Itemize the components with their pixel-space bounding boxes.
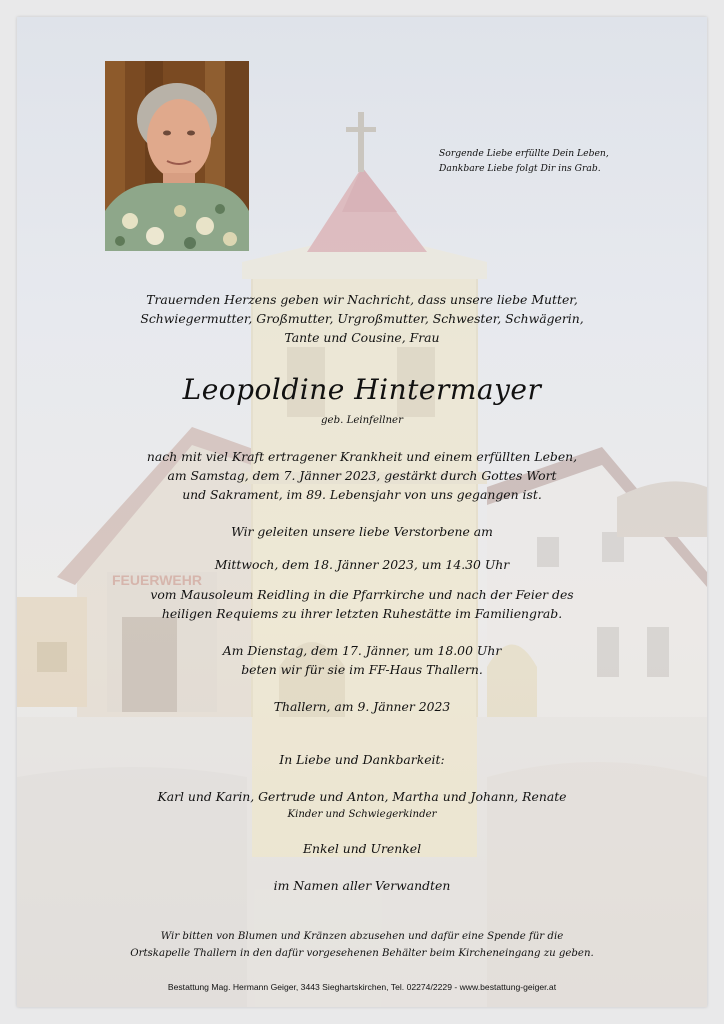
portrait-photo bbox=[105, 61, 249, 251]
quote bbox=[439, 146, 609, 176]
mourners-children-label: Kinder und Schwiegerkinder bbox=[287, 809, 437, 820]
mourners-children: Karl und Karin, Gertrude und Anton, Martha und Johann, Renate bbox=[157, 789, 567, 804]
intro-line: Trauernden Herzens geben wir Nachricht, dass unsere liebe Mutter, bbox=[146, 292, 578, 307]
footer-funeral-home: Bestattung Mag. Hermann Geiger, 3443 Sieghartskirchen, Tel. 02274/2229 - www.bestattung-geiger.at bbox=[167, 982, 557, 992]
place-date: Thallern, am 9. Jänner 2023 bbox=[273, 699, 451, 714]
intro-line: Tante und Cousine, Frau bbox=[284, 330, 440, 345]
funeral-line: vom Mausoleum Reidling in die Pfarrkirche und nach der Feier des bbox=[150, 587, 574, 602]
passing-line: nach mit viel Kraft ertragener Krankheit und einem erfüllten Leben, bbox=[146, 449, 578, 464]
donation-line: Ortskapelle Thallern in den dafür vorgesehenen Behälter beim Kircheneingang zu geben. bbox=[130, 948, 594, 959]
prayer-line: beten wir für sie im FF-Haus Thallern. bbox=[241, 662, 483, 677]
mourners-heading: In Liebe und Dankbarkeit: bbox=[279, 752, 445, 767]
funeral-date: Mittwoch, dem 18. Jänner 2023, um 14.30 Uhr bbox=[214, 557, 510, 572]
deceased-name: Leopoldine Hintermayer bbox=[182, 373, 542, 406]
birth-name: geb. Leinfellner bbox=[321, 415, 403, 426]
parte-page bbox=[17, 17, 707, 1007]
funeral-line: Wir geleiten unsere liebe Verstorbene am bbox=[231, 524, 493, 539]
quote-line: Sorgende Liebe erfüllte Dein Leben, bbox=[439, 148, 609, 159]
passing-line: am Samstag, dem 7. Jänner 2023, gestärkt durch Gottes Wort bbox=[167, 468, 557, 483]
prayer-line: Am Dienstag, dem 17. Jänner, um 18.00 Uhr bbox=[222, 643, 502, 658]
background-sign-text: FEUERWEHR bbox=[112, 572, 202, 588]
funeral-line: heiligen Requiems zu ihrer letzten Ruhestätte im Familiengrab. bbox=[161, 606, 563, 621]
passing-line: und Sakrament, im 89. Lebensjahr von uns gegangen ist. bbox=[182, 487, 542, 502]
quote-line: Dankbare Liebe folgt Dir ins Grab. bbox=[439, 163, 601, 174]
intro-line: Schwiegermutter, Großmutter, Urgroßmutter, Schwester, Schwägerin, bbox=[140, 311, 584, 326]
mourners-grandchildren: Enkel und Urenkel bbox=[302, 841, 422, 856]
donation-line: Wir bitten von Blumen und Kränzen abzusehen und dafür eine Spende für die bbox=[160, 931, 564, 942]
mourners-relatives: im Namen aller Verwandten bbox=[273, 878, 451, 893]
